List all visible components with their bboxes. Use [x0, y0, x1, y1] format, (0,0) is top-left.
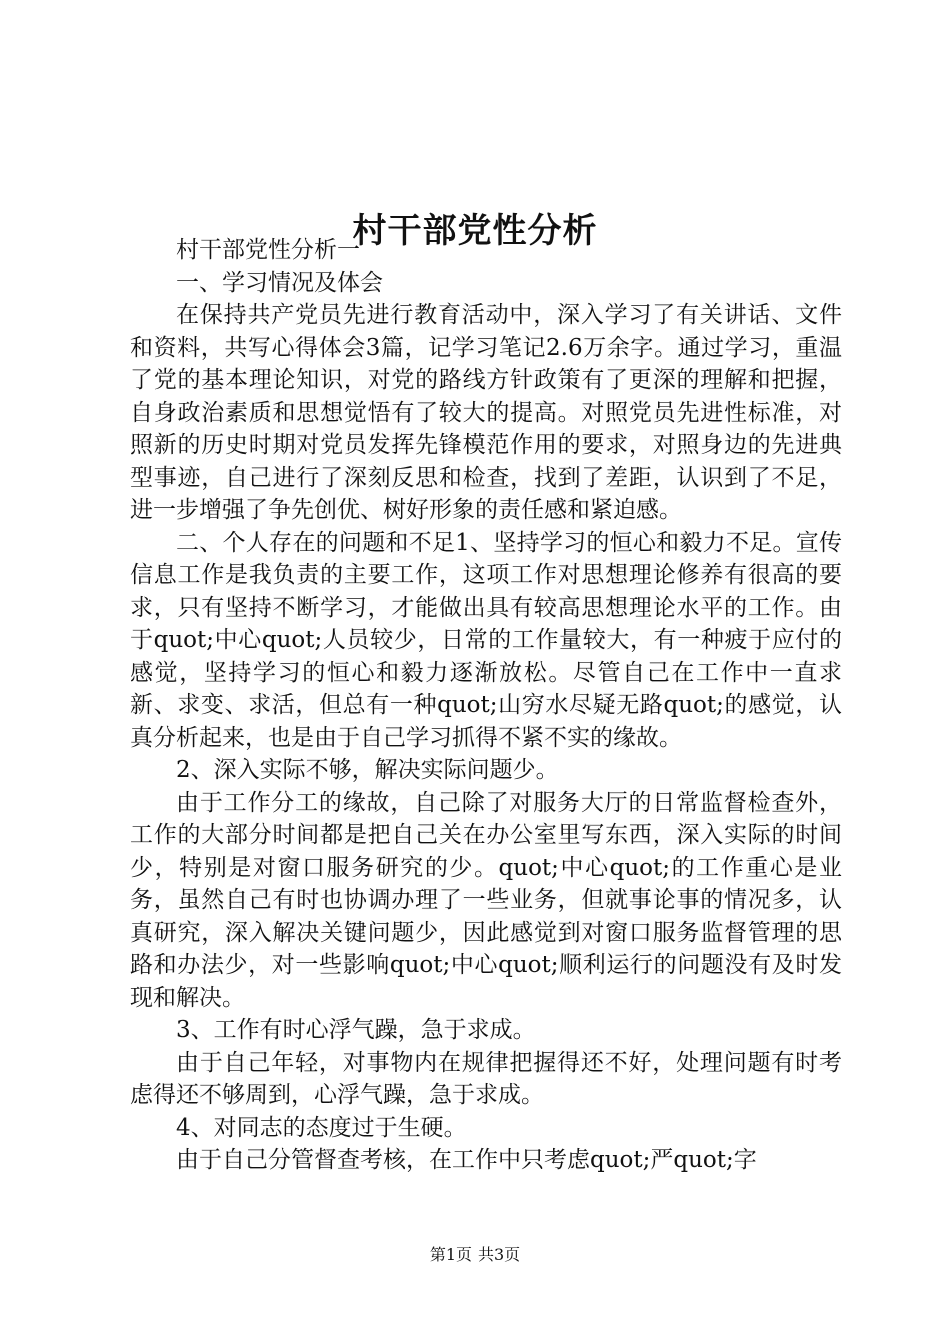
- paragraph-item-2-heading: 2、深入实际不够，解决实际问题少。: [176, 757, 559, 783]
- paragraph-item-3-heading: 3、工作有时心浮气躁，急于求成。: [176, 1017, 536, 1043]
- paragraph-problems-intro: 二、个人存在的问题和不足1、坚持学习的恒心和毅力不足。宣传信息工作是我负责的主要工作，这项工作对思想理论修养有很高的要求，只有坚持不断学习，才能做出具有较高思想理论水平的工作。由于quot;中心quot;人员较少，日常的工作量较大，有一种疲于应付的感觉，坚持学习的恒心和毅力逐渐放松。尽管自己在工作中一直求新、求变、求活，但总有一种quot;山穷水尽疑无路quot;的感觉，认真分析起来，也是由于自己学习抓得不紧不实的缘故。: [130, 529, 842, 751]
- page-footer: [0, 1244, 950, 1266]
- paragraph-item-3-body: 由于自己年轻，对事物内在规律把握得还不好，处理问题有时考虑得还不够周到，心浮气躁，急于求成。: [130, 1049, 842, 1108]
- paragraph-study-experience: 在保持共产党员先进行教育活动中，深入学习了有关讲话、文件和资料，共写心得体会3篇，记学习笔记2.6万余字。通过学习，重温了党的基本理论知识，对党的路线方针政策有了更深的理解和把握，自身政治素质和思想觉悟有了较大的提高。对照党员先进性标准，对照新的历史时期对党员发挥先锋模范作用的要求，对照身边的先进典型事迹，自己进行了深刻反思和检查，找到了差距，认识到了不足，进一步增强了争先创优、树好形象的责任感和紧迫感。: [130, 302, 842, 523]
- page-number-total: 共3页: [478, 1245, 521, 1264]
- paragraph-item-4-body: 由于自己分管督查考核，在工作中只考虑quot;严quot;字: [176, 1147, 757, 1173]
- paragraph-item-2-body: 由于工作分工的缘故，自己除了对服务大厅的日常监督检查外，工作的大部分时间都是把自己关在办公室里写东西，深入实际的时间少，特别是对窗口服务研究的少。quot;中心quot;的工作重心是业务，虽然自己有时也协调办理了一些业务，但就事论事的情况多，认真研究，深入解决关键问题少，因此感觉到对窗口服务监督管理的思路和办法少，对一些影响quot;中心quot;顺利运行的问题没有及时发现和解决。: [130, 789, 842, 1011]
- document-title: 村干部党性分析: [352, 210, 598, 251]
- paragraph-subtitle: 村干部党性分析一: [176, 237, 360, 263]
- paragraph-item-4-heading: 4、对同志的态度过于生硬。: [176, 1114, 467, 1141]
- page-number-current: 第1页: [429, 1245, 472, 1264]
- paragraph-section-1-heading: 一、学习情况及体会: [176, 269, 383, 296]
- document-body: [130, 234, 842, 1177]
